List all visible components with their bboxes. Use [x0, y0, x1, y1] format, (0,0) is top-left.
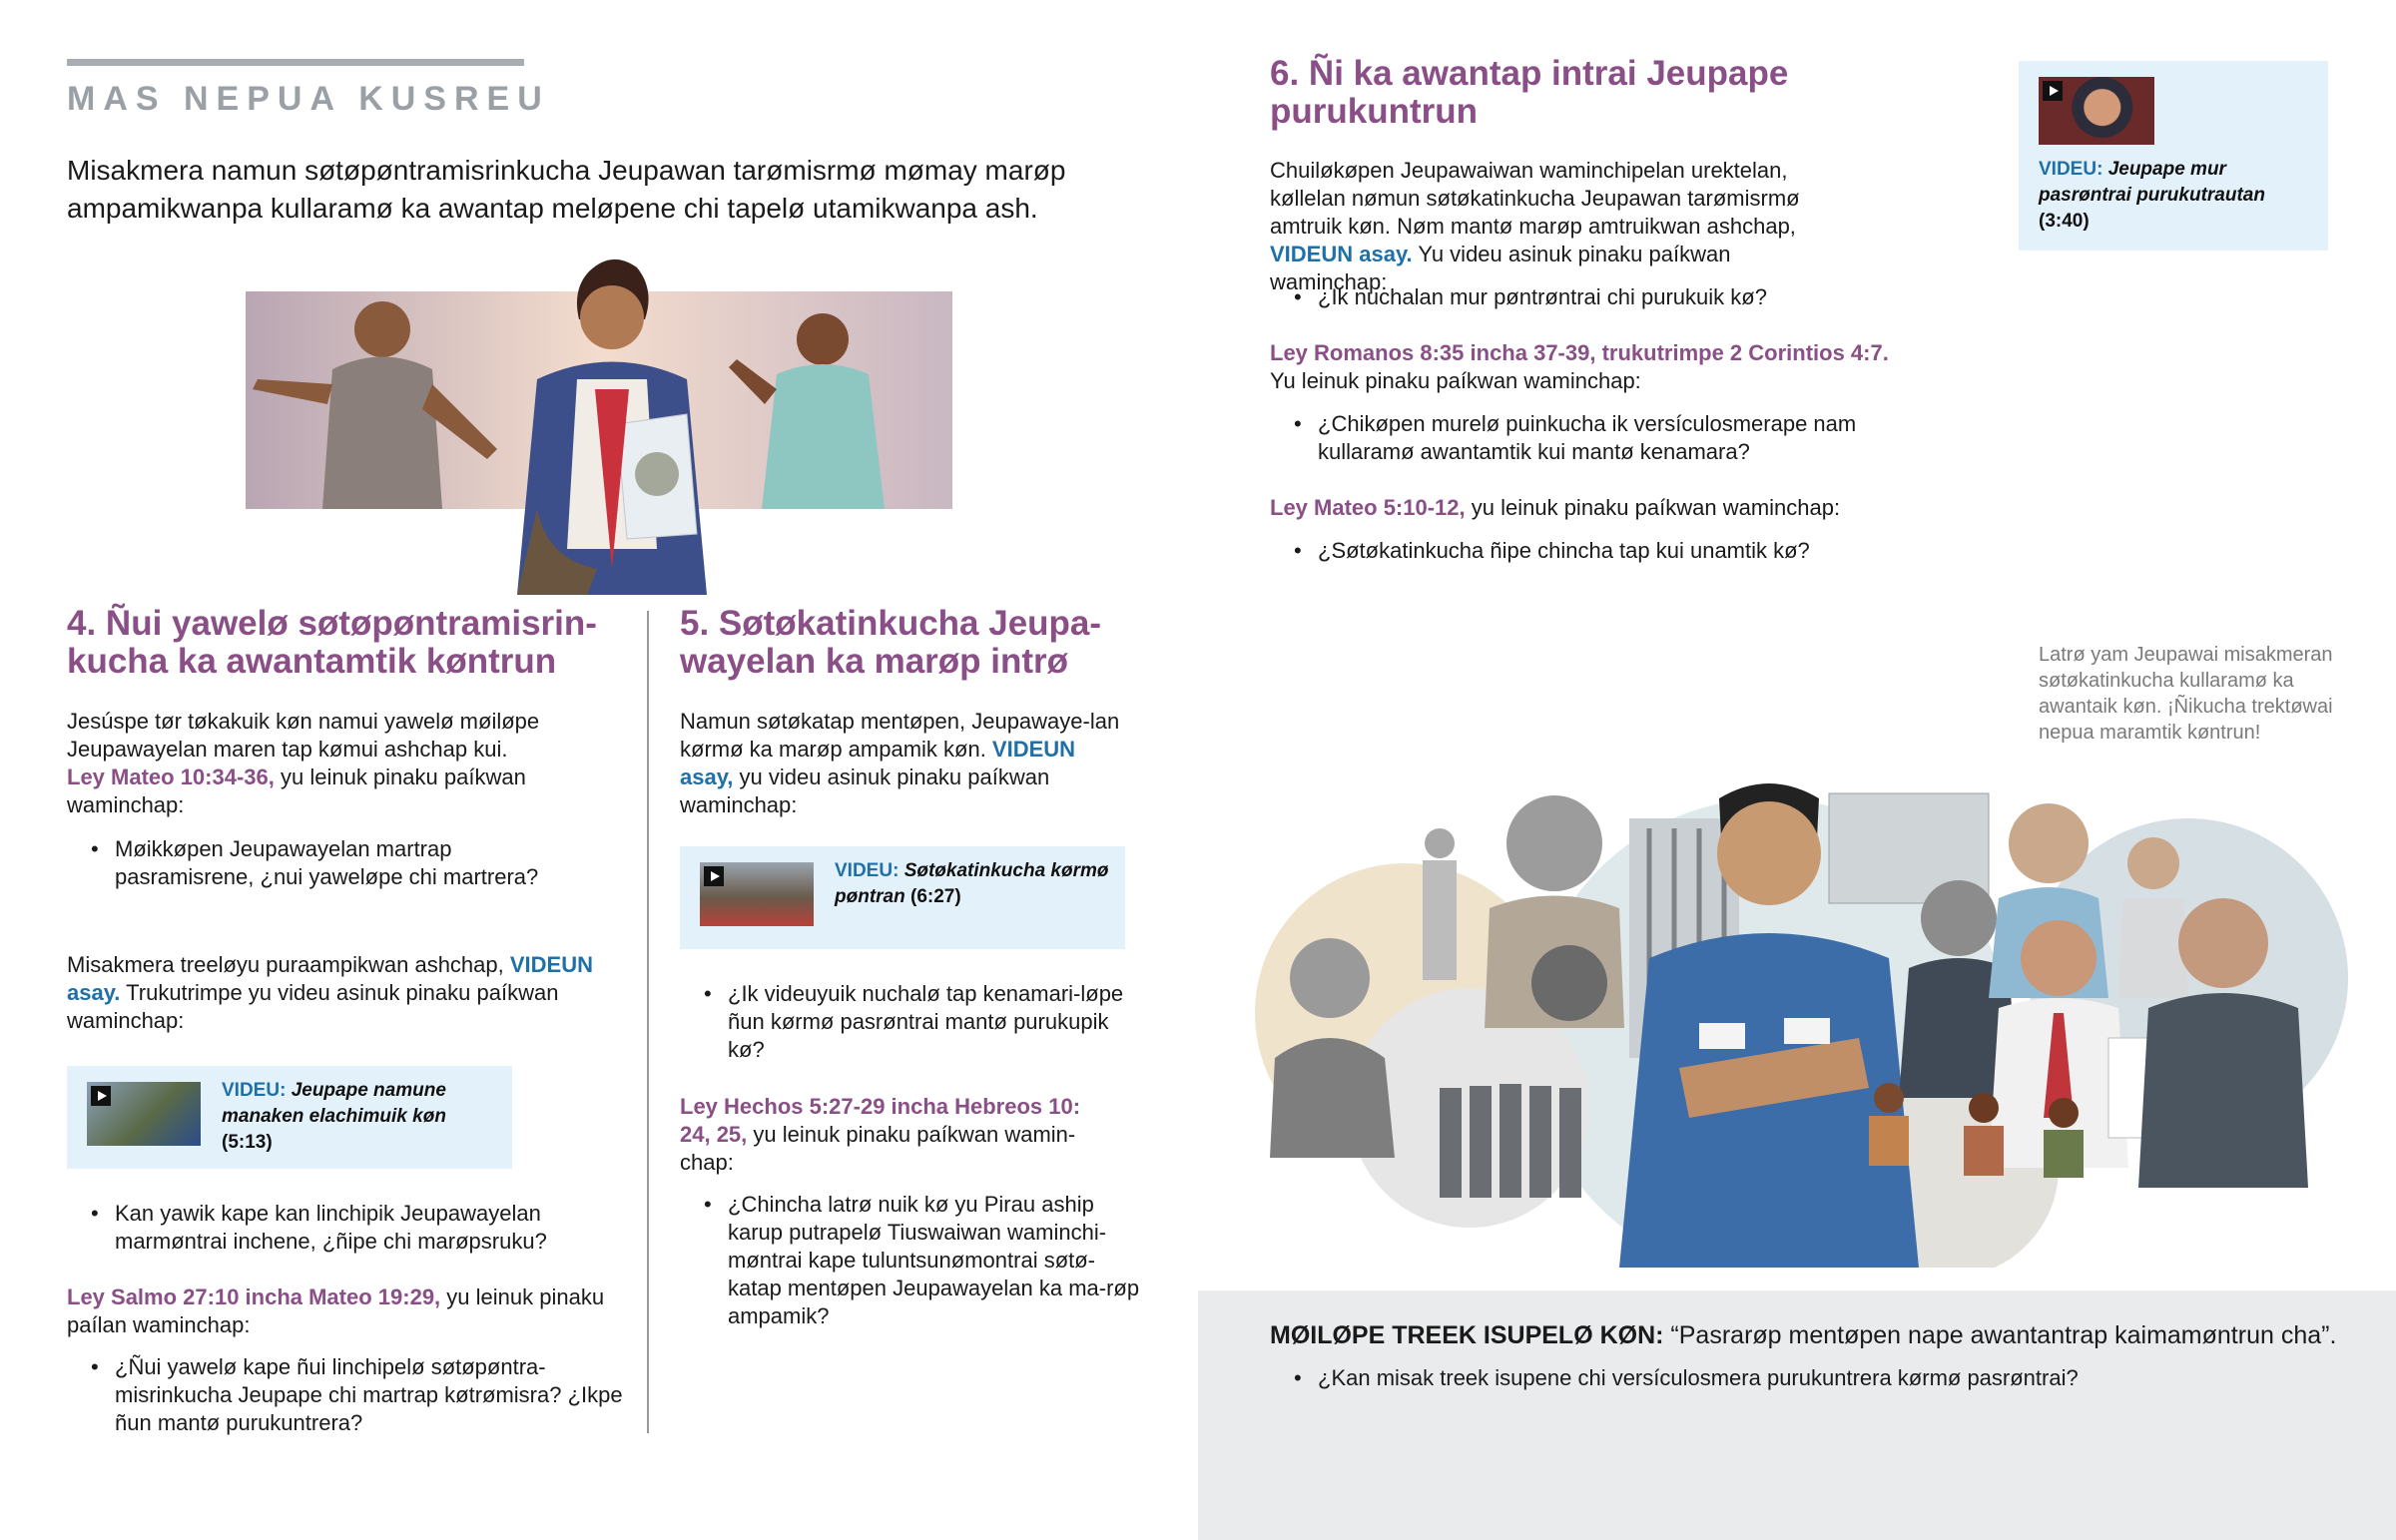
play-icon[interactable] — [91, 1086, 111, 1106]
summary-bullets — [1270, 1364, 2396, 1392]
section-4-title: 4. Ñui yawelø søtøpøntramisrin-kucha ka awantamtik køntrun — [67, 604, 597, 681]
section-4-bullets-1 — [67, 835, 574, 891]
section-6-title: 6. Ñi ka awantap intrai Jeupape purukuntrun — [1270, 54, 1789, 131]
play-icon[interactable] — [704, 866, 724, 886]
reference-tail: Yu leinuk pinaku paíkwan waminchap: — [1270, 368, 1641, 393]
paragraph-text: yu videu asinuk pinaku paíkwan waminchap: — [680, 765, 1050, 817]
section-4-reference-1 — [67, 764, 596, 819]
section-4-reference-2 — [67, 1283, 626, 1339]
header-rule — [67, 59, 524, 66]
video-title: Jeupape mur pasrøntrai purukutrautan — [2039, 159, 2265, 206]
paragraph-text: Trukutrimpe yu videu asinuk pinaku paíkwan waminchap: — [67, 980, 559, 1033]
section-6-reference-2 — [1270, 494, 1909, 522]
paragraph-text: Namun søtøkatap mentøpen, Jeupawaye-lan kørmø ka marøp ampamik køn. — [680, 709, 1120, 762]
section-4-paragraph-2 — [67, 951, 626, 1035]
reference-tail: yu leinuk pinaku paíkwan wamin-chap: — [680, 1122, 1076, 1175]
section-6-reference-1 — [1270, 339, 1949, 395]
video-link[interactable]: VIDEUN asay. — [1270, 242, 1413, 266]
scripture-link-salmo[interactable]: Ley Salmo 27:10 incha Mateo 19:29, — [67, 1284, 441, 1309]
section-kicker: MAS NEPUA KUSREU — [67, 80, 550, 118]
illustration-caption: Latrø yam Jeupawai misakmeran søtøkatinkucha kullaramø ka awantaik køn. ¡Ñikucha trektøwai nepua maramtik køntrun! — [2039, 644, 2333, 744]
video-link[interactable]: VIDEUN asay, — [680, 737, 1076, 789]
section-4-bullets-3 — [67, 1353, 634, 1437]
summary-quote: “Pasrarøp mentøpen nape awantantrap kaimamøntrun cha”. — [1663, 1321, 2337, 1349]
question-item: • ¿Ik nuchalan mur pøntrøntrai chi purukuik kø? — [1318, 283, 1877, 311]
question-item: • ¿Kan misak treek isupene chi versículosmera purukuntrera kørmø pasrøntrai? — [1318, 1364, 2396, 1392]
witnesses-collage-illustration — [1230, 769, 2356, 1268]
video-card-2[interactable] — [680, 846, 1125, 949]
video-card-text — [222, 1078, 491, 1156]
reference-tail: yu leinuk pinaku paíkwan waminchap: — [67, 765, 526, 817]
video-link[interactable]: VIDEUN asay. — [67, 952, 593, 1005]
reference-tail: yu leinuk pinaku paílan waminchap: — [67, 1284, 605, 1337]
question-item: • ¿Ik videuyuik nuchalø tap kenamari-løpe ñun kørmø pasrøntrai mantø purukupik kø? — [728, 980, 1147, 1064]
section-6-bullets-2 — [1270, 410, 1897, 466]
video-title: Søtøkatinkucha kørmø pøntran — [835, 860, 1109, 907]
question-item: • Møikkøpen Jeupawayelan martrap pasramisrene, ¿nui yaweløpe chi martrera? — [115, 835, 574, 891]
section-6-bullets-3 — [1270, 537, 1897, 565]
summary-line — [1270, 1318, 2368, 1352]
scripture-link-hechos[interactable]: Ley Hechos 5:27-29 incha Hebreos 10: 24, 25, — [680, 1094, 1081, 1147]
family-illustration — [218, 250, 956, 595]
video-card-1[interactable] — [67, 1066, 512, 1169]
video-thumbnail[interactable] — [87, 1082, 201, 1146]
scripture-link-mateo-5[interactable]: Ley Mateo 5:10-12, — [1270, 495, 1466, 520]
section-4-bullets-2 — [67, 1200, 644, 1256]
question-item: • ¿Chincha latrø nuik kø yu Pirau aship karup putrapelø Tiuswaiwan waminchi-møntrai kape tuluntsunømontrai søtø-katap mentøpen Jeupawayelan ka ma-røp ampamik? — [728, 1191, 1147, 1330]
video-title: Jeupape namune manaken elachimuik køn — [222, 1080, 446, 1127]
video-duration: (5:13) — [222, 1132, 273, 1153]
section-5-paragraph-1 — [680, 708, 1129, 819]
scripture-link-mateo-10[interactable]: Ley Mateo 10:34-36, — [67, 765, 275, 789]
question-item: • ¿Ñui yawelø kape ñui linchipelø søtøpøntra-misrinkucha Jeupape chi martrap køtrømisra? ¿Ikpe ñun mantø purukuntrera? — [115, 1353, 634, 1437]
video-card-text — [2039, 157, 2308, 235]
video-card-text — [835, 858, 1109, 910]
scripture-link-romanos[interactable]: Ley Romanos 8:35 incha 37-39, trukutrimpe 2 Corintios 4:7. — [1270, 340, 1889, 365]
paragraph-text: Misakmera treeløyu puraampikwan ashchap, — [67, 952, 510, 977]
section-6-bullets-1 — [1270, 283, 1877, 311]
section-6-paragraph-1 — [1270, 157, 1839, 296]
intro-text: Misakmera namun søtøpøntramisrinkucha Jeupawan tarømisrmø mømay marøp ampamikwanpa kullaramø ka awantap meløpene chi tapelø utamikwanpa ash. — [67, 155, 1066, 224]
paragraph-text: Yu videu asinuk pinaku paíkwan waminchap: — [1270, 242, 1731, 294]
video-thumbnail[interactable] — [700, 862, 814, 926]
section-5-bullets-1 — [680, 980, 1147, 1064]
video-duration: (6:27) — [910, 886, 961, 907]
section-4-paragraph-1: Jesúspe tør tøkakuik køn namui yawelø møiløpe Jeupawayelan maren tap kømui ashchap kui. — [67, 709, 540, 762]
reference-tail: yu leinuk pinaku paíkwan waminchap: — [1465, 495, 1841, 520]
question-item: • ¿Søtøkatinkucha ñipe chincha tap kui unamtik kø? — [1318, 537, 1897, 565]
summary-heading: MØILØPE TREEK ISUPELØ KØN: — [1270, 1321, 1664, 1349]
video-thumbnail[interactable] — [2039, 77, 2154, 145]
video-duration: (3:40) — [2039, 211, 2090, 232]
question-item: • ¿Chikøpen murelø puinkucha ik versículosmerape nam kullaramø awantamtik kui mantø kenamara? — [1318, 410, 1897, 466]
section-5-title: 5. Søtøkatinkucha Jeupa-wayelan ka marøp intrø — [680, 604, 1102, 681]
column-divider — [647, 611, 649, 1433]
paragraph-text: Chuiløkøpen Jeupawaiwan waminchipelan urektelan, køllelan nømun søtøkatinkucha Jeupawan tarømisrmø amtruik køn. Nøm mantø marøp amtruikwan ashchap, — [1270, 158, 1800, 239]
section-5-reference-1 — [680, 1093, 1099, 1177]
video-label: VIDEU: — [835, 860, 899, 881]
play-icon[interactable] — [2043, 81, 2063, 101]
question-item: • Kan yawik kape kan linchipik Jeupawayelan marmøntrai inchene, ¿ñipe chi marøpsruku? — [115, 1200, 644, 1256]
section-5-bullets-2 — [680, 1191, 1147, 1330]
video-card-3[interactable] — [2019, 61, 2328, 251]
video-label: VIDEU: — [2039, 159, 2103, 180]
video-label: VIDEU: — [222, 1080, 287, 1101]
